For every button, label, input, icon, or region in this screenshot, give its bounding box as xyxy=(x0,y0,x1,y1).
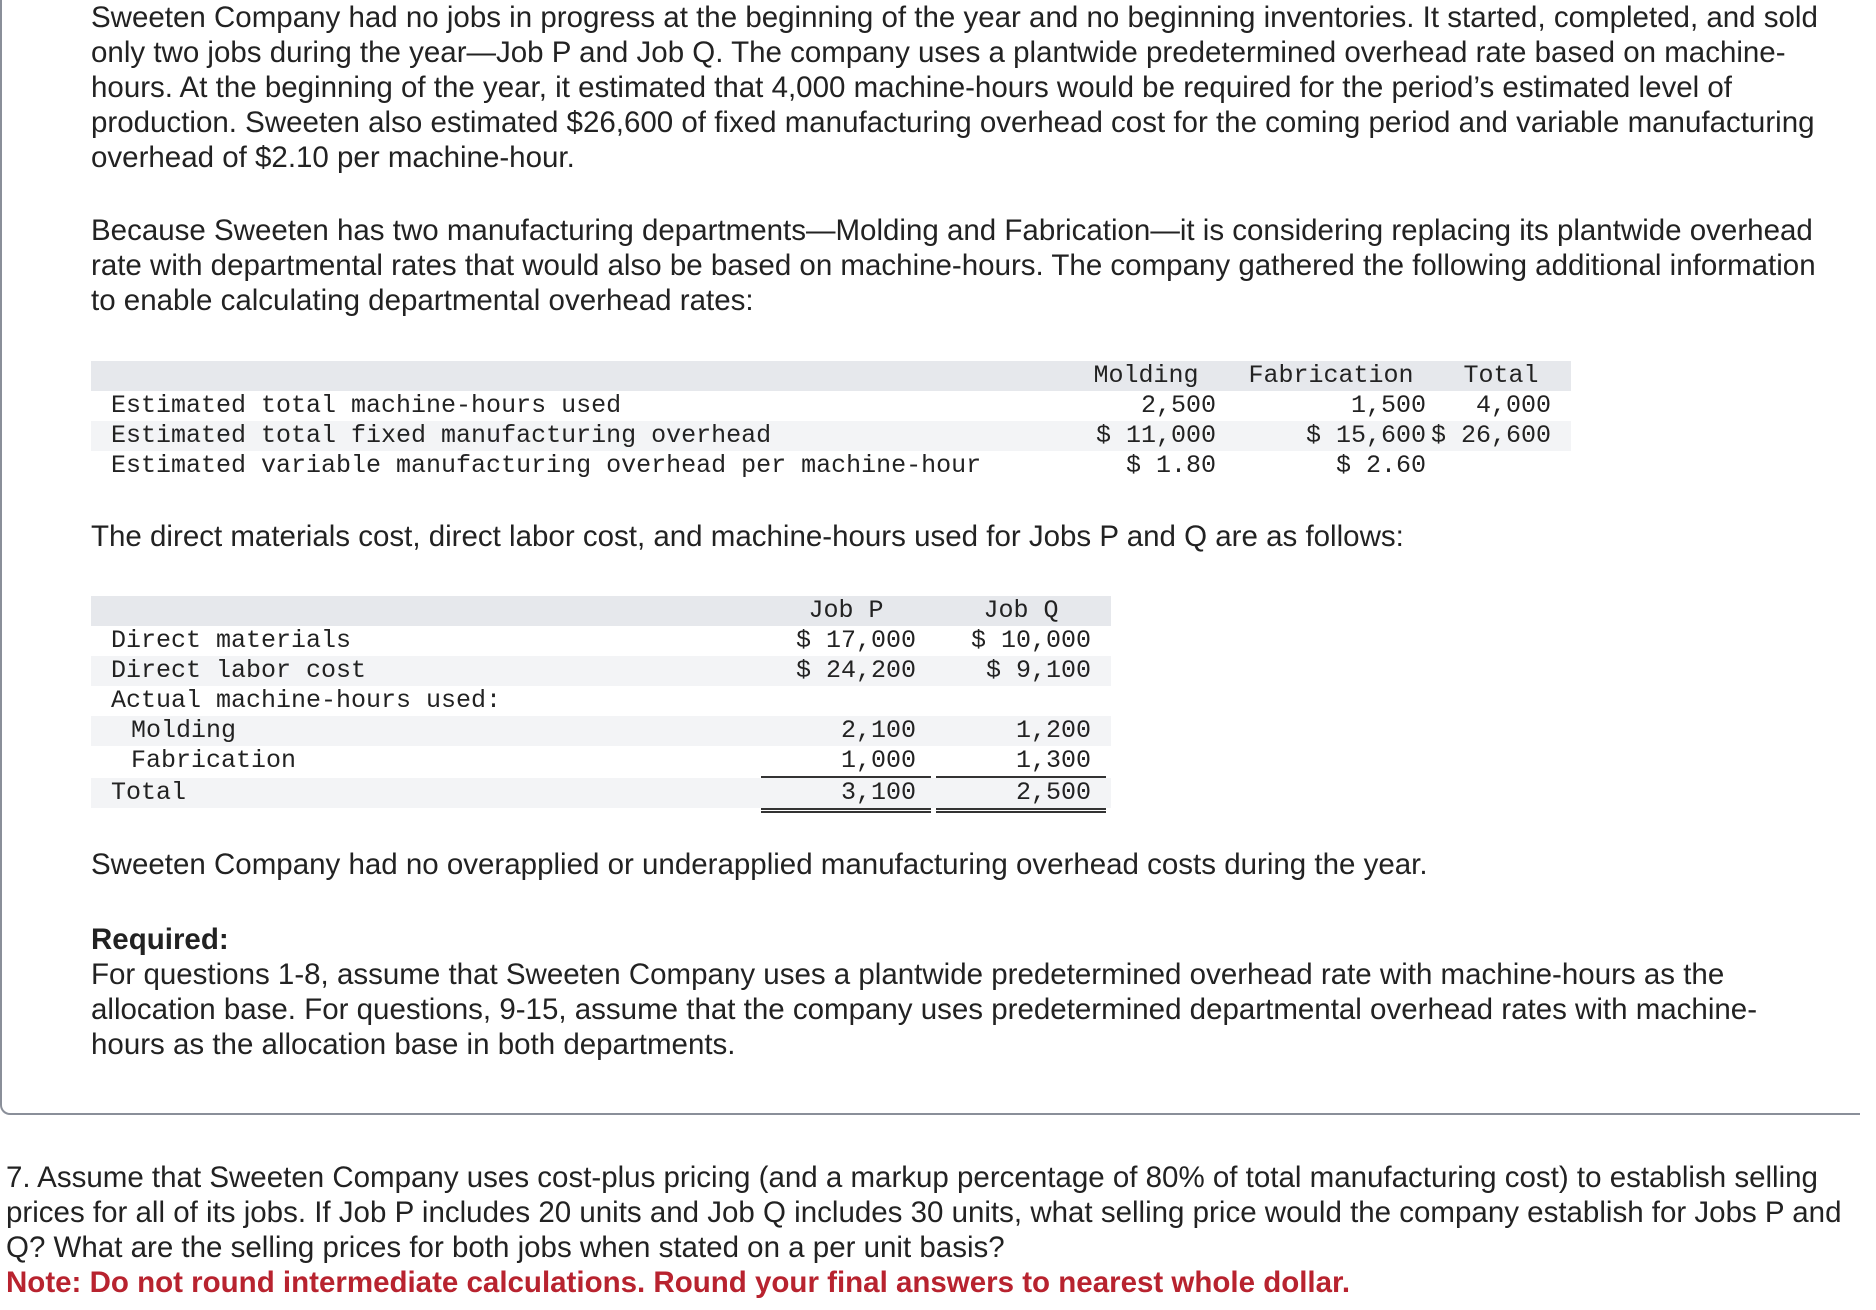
row-label: Direct labor cost xyxy=(111,656,367,685)
header-fabrication: Fabrication xyxy=(1248,361,1414,390)
job-q-value: 2,500 xyxy=(936,778,1106,813)
job-q-value: $ 9,100 xyxy=(985,656,1091,685)
header-job-q: Job Q xyxy=(983,596,1059,625)
molding-value: 2,500 xyxy=(1140,391,1216,420)
intro-paragraph-2: Because Sweeten has two manufacturing departments—Molding and Fabrication—it is considering replacing its plantwide overhead rate with departmental rates that would also be based on machine-hours. The company gathered the following additional information to enable calculating departmental overhead rates: xyxy=(91,214,1816,317)
header-total: Total xyxy=(1463,361,1539,390)
rounding-note: Note: Do not round intermediate calculations. Round your final answers to nearest whole dollar. xyxy=(6,1266,1351,1299)
job-row-molding xyxy=(91,716,1111,746)
total-value xyxy=(1431,451,1551,481)
header-job-p: Job P xyxy=(808,596,884,625)
row-label: Fabrication xyxy=(131,746,297,775)
dept-row-machine-hours xyxy=(91,391,1571,421)
row-label: Molding xyxy=(131,716,237,745)
departmental-table xyxy=(91,361,1571,486)
job-p-value: 3,100 xyxy=(761,778,931,813)
job-row-total xyxy=(91,778,1111,808)
dept-header-row xyxy=(91,361,1571,391)
job-row-fabrication xyxy=(91,746,1111,776)
intro-paragraph-3: The direct materials cost, direct labor cost, and machine-hours used for Jobs P and Q are as follows: xyxy=(91,520,1404,553)
molding-value: $ 11,000 xyxy=(1095,421,1216,450)
dept-row-variable-overhead xyxy=(91,451,1571,481)
intro-paragraph-4: Sweeten Company had no overapplied or underapplied manufacturing overhead costs during the year. xyxy=(91,848,1428,881)
intro-paragraph-1: Sweeten Company had no jobs in progress at the beginning of the year and no beginning inventories. It started, completed, and sold only two jobs during the year—Job P and Job Q. The company uses a plantwide predetermined overhead rate based on machine-hours. At the beginning of the year, it estimated that 4,000 machine-hours would be required for the period’s estimated level of production. Sweeten also estimated $26,600 of fixed manufacturing overhead cost for the coming period and variable manufacturing overhead of $2.10 per machine-hour. xyxy=(91,1,1818,174)
job-p-value: $ 17,000 xyxy=(795,626,916,655)
row-label: Total xyxy=(111,778,187,807)
row-label: Estimated total machine-hours used xyxy=(111,391,622,420)
fabrication-value: 1,500 xyxy=(1350,391,1426,420)
row-label: Estimated variable manufacturing overhead per machine-hour xyxy=(111,451,982,480)
job-header-row xyxy=(91,596,1111,626)
job-row-direct-labor xyxy=(91,656,1111,686)
job-p-value: $ 24,200 xyxy=(795,656,916,685)
row-label: Actual machine-hours used: xyxy=(111,686,502,715)
dept-row-fixed-overhead xyxy=(91,421,1571,451)
job-p-value: 2,100 xyxy=(840,716,916,745)
job-q-value: $ 10,000 xyxy=(970,626,1091,655)
required-title: Required: xyxy=(91,923,229,956)
job-q-value: 1,300 xyxy=(936,746,1106,778)
row-label: Direct materials xyxy=(111,626,352,655)
fabrication-value: $ 15,600 xyxy=(1305,421,1426,450)
fabrication-value: $ 2.60 xyxy=(1335,451,1426,480)
total-value: $ 26,600 xyxy=(1431,421,1552,450)
molding-value: $ 1.80 xyxy=(1125,451,1216,480)
required-text: For questions 1-8, assume that Sweeten Company uses a plantwide predetermined overhead rate with machine-hours as the allocation base. For questions, 9-15, assume that the company uses predetermined departmental overhead rates with machine-hours as the allocation base in both departments. xyxy=(91,958,1758,1061)
header-molding: Molding xyxy=(1093,361,1199,390)
job-q-value: 1,200 xyxy=(1015,716,1091,745)
row-label: Estimated total fixed manufacturing overhead xyxy=(111,421,772,450)
total-value: 4,000 xyxy=(1475,391,1551,420)
job-row-machine-hours-label xyxy=(91,686,1111,716)
jobs-table xyxy=(91,596,1111,816)
job-p-value: 1,000 xyxy=(761,746,931,778)
job-row-direct-materials xyxy=(91,626,1111,656)
question-7-text: 7. Assume that Sweeten Company uses cost-plus pricing (and a markup percentage of 80% of total manufacturing cost) to establish selling prices for all of its jobs. If Job P includes 20 units and Job Q includes 30 units, what selling price would the company establish for Jobs P and Q? What are the selling prices for both jobs when stated on a per unit basis? xyxy=(6,1161,1842,1264)
